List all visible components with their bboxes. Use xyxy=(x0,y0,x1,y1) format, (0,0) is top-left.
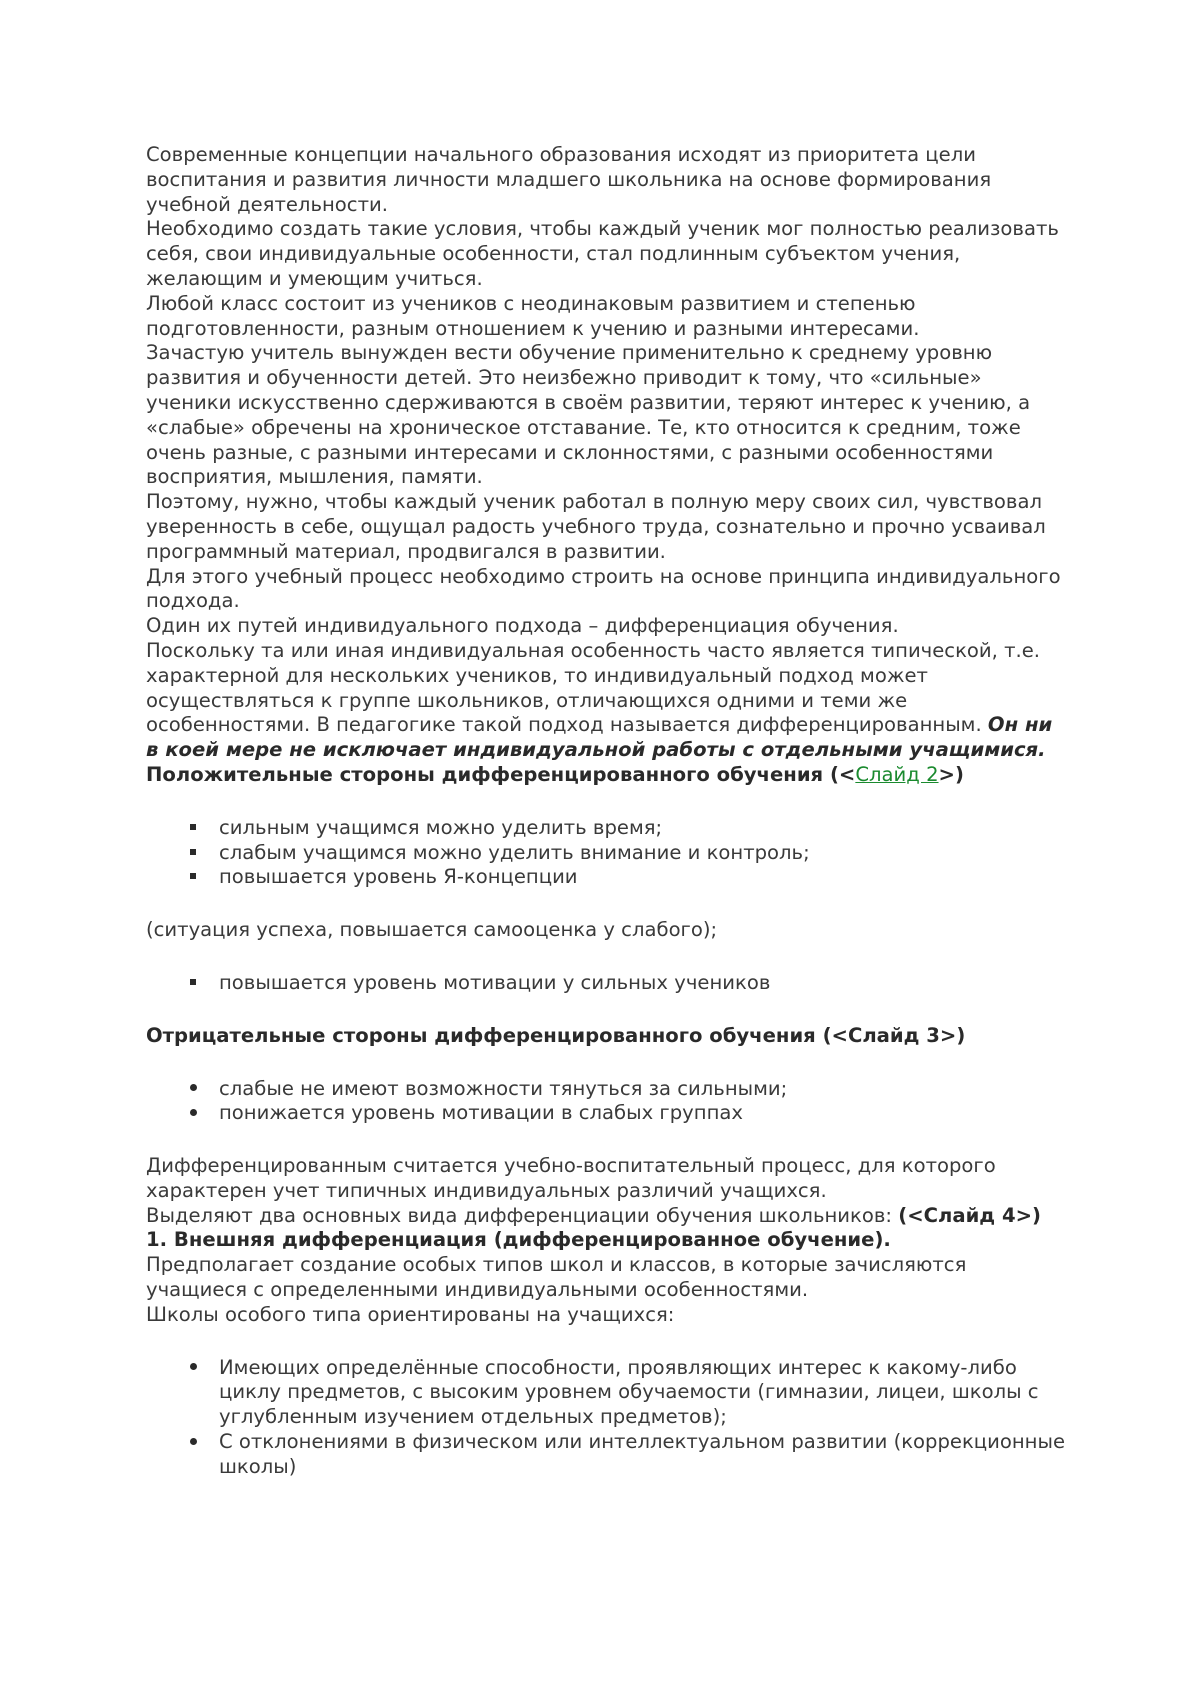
list-item xyxy=(146,1101,1066,1126)
document-page xyxy=(146,143,1066,1480)
slide-4-ref: (<Слайд 4>) xyxy=(898,1203,1041,1227)
round-bullet-icon xyxy=(183,1356,203,1381)
external-heading: 1. Внешняя дифференциация (дифференцированное обучение). xyxy=(146,1228,891,1252)
spacer xyxy=(146,1328,1066,1356)
intro-paragraph: Для этого учебный процесс необходимо строить на основе принципа индивидуального подхода. xyxy=(146,564,1061,613)
intro-paragraph: Зачастую учитель вынужден вести обучение применительно к среднему уровню развития и обученности детей. Это неизбежно приводит к тому, что «сильные» ученики искусственно сдерживаются в своём развитии, теряют интерес к учению, а «слабые» обречены на хроническое отставание. Те, кто относится к средним, тоже очень разные, с разными интересами и склонностями, с разными особенностями восприятия, мышления, памяти. xyxy=(146,341,1031,489)
round-bullet-icon xyxy=(183,1430,203,1455)
list-item-text: повышается уровень Я-концепции xyxy=(219,865,578,889)
positive-list xyxy=(146,816,1066,890)
kinds-paragraph xyxy=(146,1204,1066,1229)
spacer xyxy=(146,1049,1066,1077)
intro-paragraph: Один их путей индивидуального подхода – дифференциация обучения. xyxy=(146,614,899,638)
spacer xyxy=(146,788,1066,816)
schools-paragraph: Школы особого типа ориентированы на учащихся: xyxy=(146,1302,675,1326)
spacer xyxy=(146,1126,1066,1154)
negative-list xyxy=(146,1077,1066,1127)
list-item-text: сильным учащимся можно уделить время; xyxy=(219,815,663,839)
list-item-text: С отклонениями в физическом или интеллектуальном развитии (коррекционные школы) xyxy=(219,1430,1066,1478)
list-item xyxy=(146,971,1066,996)
positive-heading-suffix: >) xyxy=(938,762,964,786)
round-bullet-icon xyxy=(183,1077,203,1102)
round-bullet-icon xyxy=(183,1101,203,1126)
differentiated-emphasis: Он ни в коей мере не исключает индивидуальной работы с отдельными учащимися. xyxy=(146,713,1053,762)
success-note: (ситуация успеха, повышается самооценка у слабого); xyxy=(146,918,718,942)
spacer xyxy=(146,996,1066,1024)
square-bullet-icon xyxy=(183,971,203,996)
square-bullet-icon xyxy=(183,865,203,890)
list-item-text: повышается уровень мотивации у сильных учеников xyxy=(219,970,771,994)
positive-heading-prefix: Положительные стороны дифференцированного обучения (< xyxy=(146,762,856,786)
list-item xyxy=(146,1077,1066,1102)
definition-paragraph: Дифференцированным считается учебно-воспитательный процесс, для которого характерен учет типичных индивидуальных различий учащихся. xyxy=(146,1154,996,1202)
external-paragraph: Предполагает создание особых типов школ и классов, в которые зачисляются учащиеся с определенными индивидуальными особенностями. xyxy=(146,1253,967,1302)
slide-2-link[interactable]: Слайд 2 xyxy=(855,762,939,786)
differentiated-paragraph xyxy=(146,639,1066,763)
list-item xyxy=(146,816,1066,841)
spacer xyxy=(146,943,1066,971)
intro-paragraph: Необходимо создать такие условия, чтобы каждый ученик мог полностью реализовать себя, свои индивидуальные особенности, стал подлинным субъектом учения, желающим и умеющим учиться. xyxy=(146,217,1059,290)
list-item xyxy=(146,1430,1066,1480)
square-bullet-icon xyxy=(183,841,203,866)
list-item-text: понижается уровень мотивации в слабых группах xyxy=(219,1101,743,1125)
kinds-text: Выделяют два основных вида дифференциации обучения школьников: xyxy=(146,1203,899,1227)
schools-list xyxy=(146,1356,1066,1480)
list-item xyxy=(146,841,1066,866)
square-bullet-icon xyxy=(183,816,203,841)
negative-heading: Отрицательные стороны дифференцированного обучения (<Слайд 3>) xyxy=(146,1023,966,1047)
positive-heading xyxy=(146,763,1066,788)
list-item-text: слабым учащимся можно уделить внимание и контроль; xyxy=(219,840,810,864)
list-item xyxy=(146,1356,1066,1430)
spacer xyxy=(146,890,1066,918)
intro-paragraph: Поэтому, нужно, чтобы каждый ученик работал в полную меру своих сил, чувствовал уверенность в себе, ощущал радость учебного труда, сознательно и прочно усваивал программный материал, продвигался в развитии. xyxy=(146,490,1046,563)
intro-paragraph: Любой класс состоит из учеников с неодинаковым развитием и степенью подготовленности, разным отношением к учению и разными интересами. xyxy=(146,291,920,340)
positive-list-continued xyxy=(146,971,1066,996)
list-item-text: слабые не имеют возможности тянуться за сильными; xyxy=(219,1076,788,1100)
differentiated-text: Поскольку та или иная индивидуальная особенность часто является типической, т.е. характерной для нескольких учеников, то индивидуальный подход может осуществляться к группе школьников, отличающихся одними и теми же особенностями. В педагогике такой подход называется дифференцированным. xyxy=(146,638,1041,737)
intro-paragraph: Современные концепции начального образования исходят из приоритета цели воспитания и развития личности младшего школьника на основе формирования учебной деятельности. xyxy=(146,143,992,216)
list-item-text: Имеющих определённые способности, проявляющих интерес к какому-либо циклу предметов, с высоким уровнем обучаемости (гимназии, лицеи, школы с углубленным изучением отдельных предметов); xyxy=(219,1355,1039,1429)
list-item xyxy=(146,865,1066,890)
